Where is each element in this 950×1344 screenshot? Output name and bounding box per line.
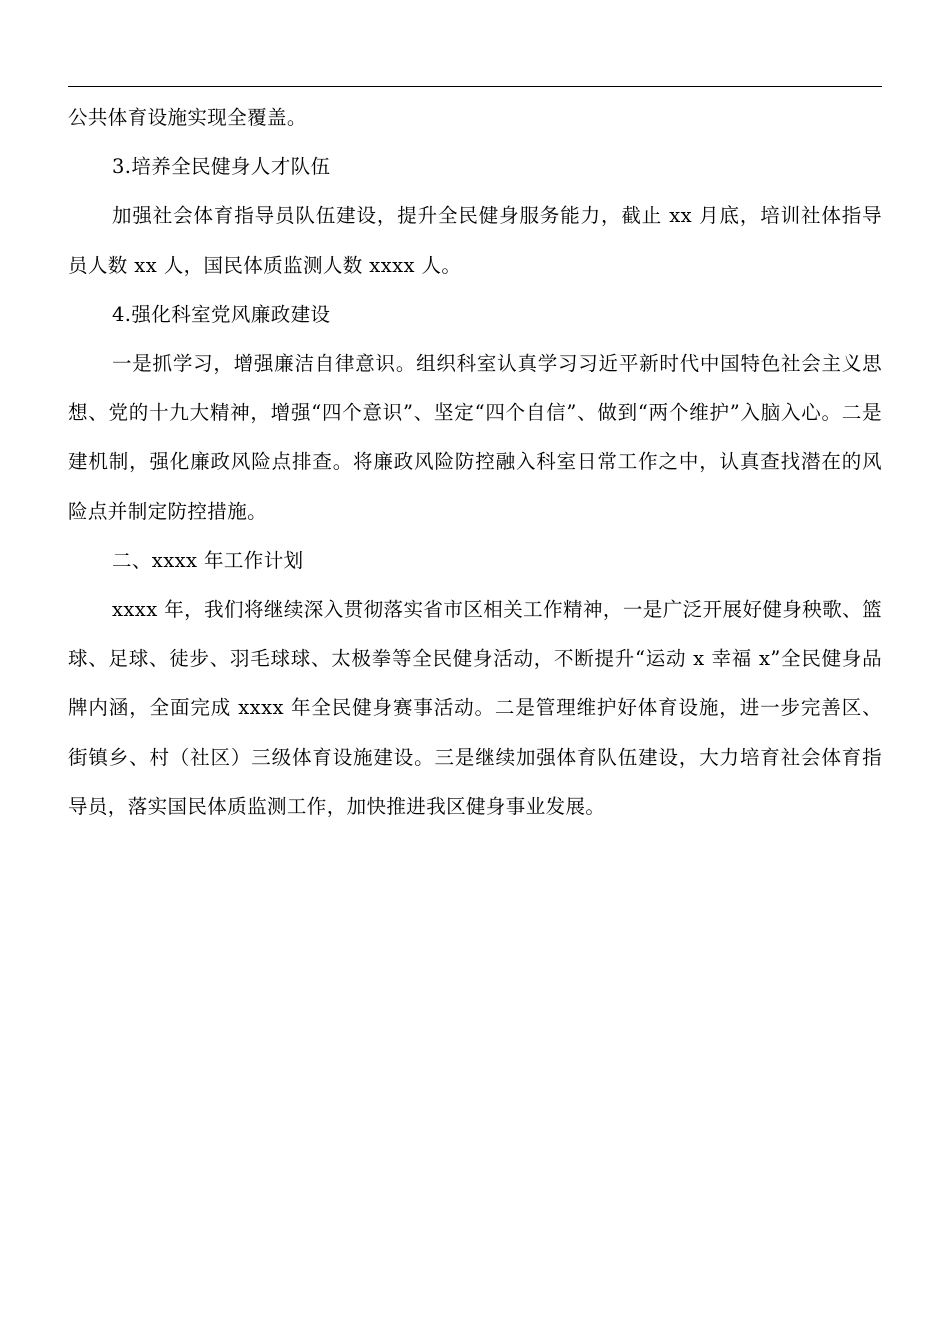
heading-talent-team: 3.培养全民健身人才队伍 (112, 155, 331, 179)
paragraph-continuation: 公共体育设施实现全覆盖。 (68, 106, 307, 129)
document-body (68, 93, 882, 831)
paragraph-talent-team: 加强社会体育指导员队伍建设，提升全民健身服务能力，截止 xx 月底，培训社体指导员人数 xx 人，国民体质监测人数 xxxx 人。 (68, 204, 882, 277)
paragraph-integrity-building: 一是抓学习，增强廉洁自律意识。组织科室认真学习习近平新时代中国特色社会主义思想、党的十九大精神，增强“四个意识”、坚定“四个自信”、做到“两个维护”入脑入心。二是建机制，强化廉政风险点排查。将廉政风险防控融入科室日常工作之中，认真查找潜在的风险点并制定防控措施。 (68, 352, 882, 523)
heading-work-plan: 二、xxxx 年工作计划 (112, 548, 304, 572)
header-rule (68, 86, 882, 87)
heading-integrity-building: 4.强化科室党风廉政建设 (112, 302, 331, 326)
paragraph-work-plan: xxxx 年，我们将继续深入贯彻落实省市区相关工作精神，一是广泛开展好健身秧歌、篮球、足球、徒步、羽毛球球、太极拳等全民健身活动，不断提升“运动 x 幸福 x”全民健身品牌内涵，全面完成 xxxx 年全民健身赛事活动。二是管理维护好体育设施，进一步完善区、街镇乡、村（社区）三级体育设施建设。三是继续加强体育队伍建设，大力培育社会体育指导员，落实国民体质监测工作，加快推进我区健身事业发展。 (68, 598, 882, 818)
